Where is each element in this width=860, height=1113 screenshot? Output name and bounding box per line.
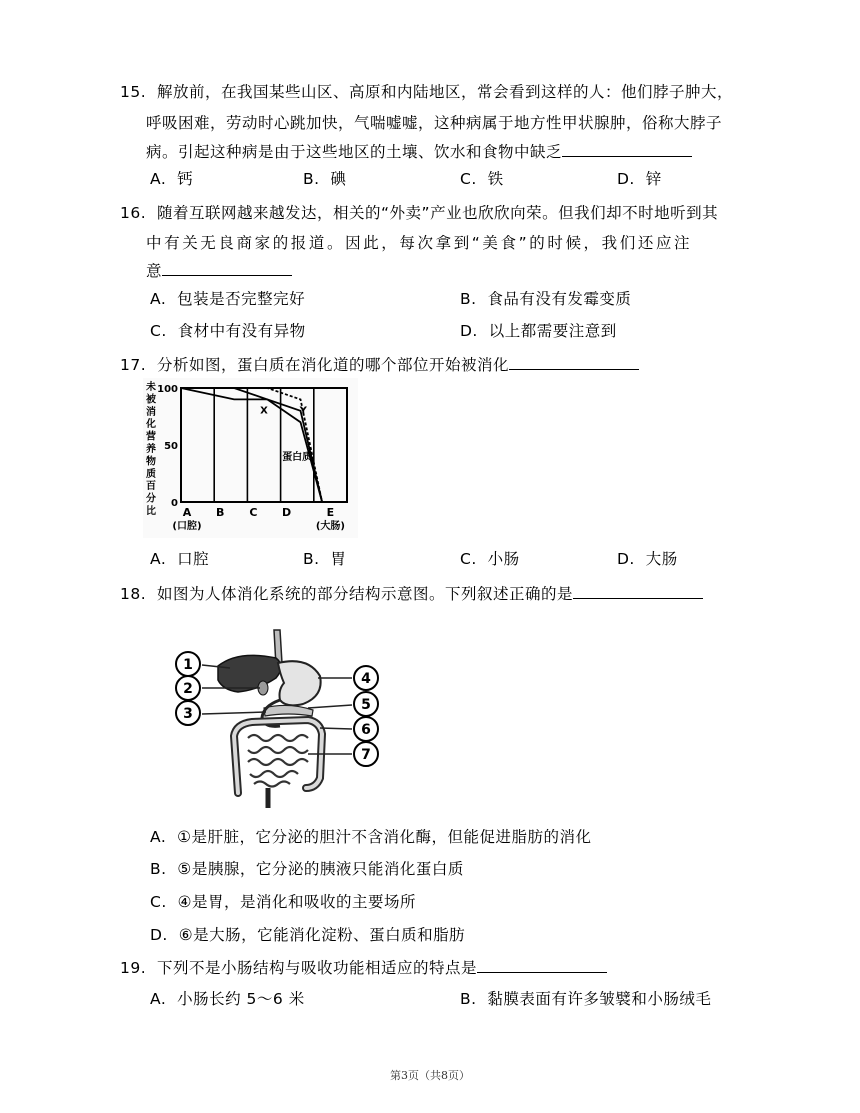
x-category-label: E [326, 506, 335, 519]
q17-option-b[interactable]: B. 胃 [303, 550, 347, 568]
x-category-label: A [182, 506, 192, 519]
q18-line-1: 18. 如图为人体消化系统的部分结构示意图。下列叙述正确的是 [120, 582, 703, 604]
x-category-note: (大肠) [315, 521, 345, 532]
y-tick-label: 0 [171, 498, 178, 509]
pancreas-shape [264, 705, 313, 716]
series-label: X [260, 405, 268, 417]
y-axis-label-char: 质 [146, 468, 156, 480]
q18-option-b[interactable]: B. ⑤是胰腺，它分泌的胰液只能消化蛋白质 [150, 860, 464, 878]
q16-option-a[interactable]: A. 包装是否完整完好 [150, 290, 306, 308]
answer-blank[interactable] [573, 584, 703, 599]
x-category-label: C [249, 506, 258, 519]
q16-option-b[interactable]: B. 食品有没有发霉变质 [460, 290, 632, 308]
q19-line-1: 19. 下列不是小肠结构与吸收功能相适应的特点是 [120, 956, 607, 978]
y-axis-label-char: 物 [146, 456, 156, 468]
series-label: Y [299, 405, 307, 417]
y-axis-label-char: 养 [146, 444, 156, 455]
q16-line-3: 意 [146, 259, 292, 281]
x-category-label: D [282, 506, 292, 519]
series-label: 蛋白质 [282, 452, 313, 464]
label-3: 3 [183, 706, 193, 722]
q15-line-1: 15. 解放前，在我国某些山区、高原和内陆地区，常会看到这样的人：他们脖子肿大， [120, 83, 734, 101]
q16-option-c[interactable]: C. 食材中有没有异物 [150, 322, 306, 340]
label-5: 5 [361, 697, 371, 713]
y-axis-label-char: 百 [146, 481, 156, 493]
label-7: 7 [361, 747, 371, 763]
y-tick-label: 50 [164, 441, 178, 452]
q16-option-d[interactable]: D. 以上都需要注意到 [460, 322, 617, 340]
digestive-system-diagram [168, 628, 393, 813]
y-axis-label-char: 被 [146, 394, 156, 406]
digestion-chart [143, 378, 358, 538]
large-intestine-shape [234, 720, 322, 793]
small-intestine-shape [248, 735, 308, 787]
y-axis-label-char: 营 [146, 431, 156, 443]
label-4: 4 [361, 671, 371, 687]
q18-option-c[interactable]: C. ④是胃，是消化和吸收的主要场所 [150, 893, 417, 911]
q15-option-b[interactable]: B. 碘 [303, 170, 347, 188]
q17-line-1: 17. 分析如图，蛋白质在消化道的哪个部位开始被消化 [120, 353, 639, 375]
y-tick-label: 100 [157, 384, 178, 395]
answer-blank[interactable] [509, 355, 639, 370]
y-axis-label-char: 分 [146, 493, 156, 505]
label-2: 2 [183, 681, 193, 697]
label-6: 6 [361, 722, 371, 738]
q17-option-c[interactable]: C. 小肠 [460, 550, 520, 568]
q19-option-b[interactable]: B. 黏膜表面有许多皱襞和小肠绒毛 [460, 990, 712, 1008]
q15-option-d[interactable]: D. 锌 [617, 170, 662, 188]
q15-option-c[interactable]: C. 铁 [460, 170, 504, 188]
y-axis-label-char: 消 [146, 406, 156, 418]
y-axis-label-char: 比 [146, 506, 156, 517]
q16-line-1: 16. 随着互联网越来越发达，相关的“外卖”产业也欣欣向荣。但我们却不时地听到其 [120, 204, 719, 222]
x-category-label: B [216, 506, 225, 519]
q15-line-3: 病。引起这种病是由于这些地区的土壤、饮水和食物中缺乏 [146, 140, 692, 162]
stomach-shape [278, 661, 321, 705]
label-1: 1 [183, 657, 193, 673]
y-axis-label-char: 化 [146, 419, 156, 431]
answer-blank[interactable] [162, 261, 292, 276]
q15-line-2: 呼吸困难，劳动时心跳加快，气喘嘘嘘，这种病属于地方性甲状腺肿，俗称大脖子 [146, 114, 723, 132]
q19-option-a[interactable]: A. 小肠长约 5～6 米 [150, 990, 305, 1008]
liver-shape [218, 655, 281, 692]
page-footer: 第3页（共8页） [390, 1069, 470, 1082]
q18-option-a[interactable]: A. ①是肝脏，它分泌的胆汁不含消化酶，但能促进脂肪的消化 [150, 828, 592, 846]
y-axis-label [145, 380, 157, 517]
y-axis-label-char: 未 [146, 382, 156, 393]
q17-option-a[interactable]: A. 口腔 [150, 550, 210, 568]
x-category-note: (口腔) [172, 521, 202, 532]
answer-blank[interactable] [477, 958, 607, 973]
answer-blank[interactable] [562, 142, 692, 157]
q16-line-2: 中有关无良商家的报道。因此，每次拿到“美食”的时候，我们还应注 [146, 234, 693, 252]
q15-option-a[interactable]: A. 钙 [150, 170, 194, 188]
q17-option-d[interactable]: D. 大肠 [617, 550, 678, 568]
q18-option-d[interactable]: D. ⑥是大肠，它能消化淀粉、蛋白质和脂肪 [150, 926, 466, 944]
